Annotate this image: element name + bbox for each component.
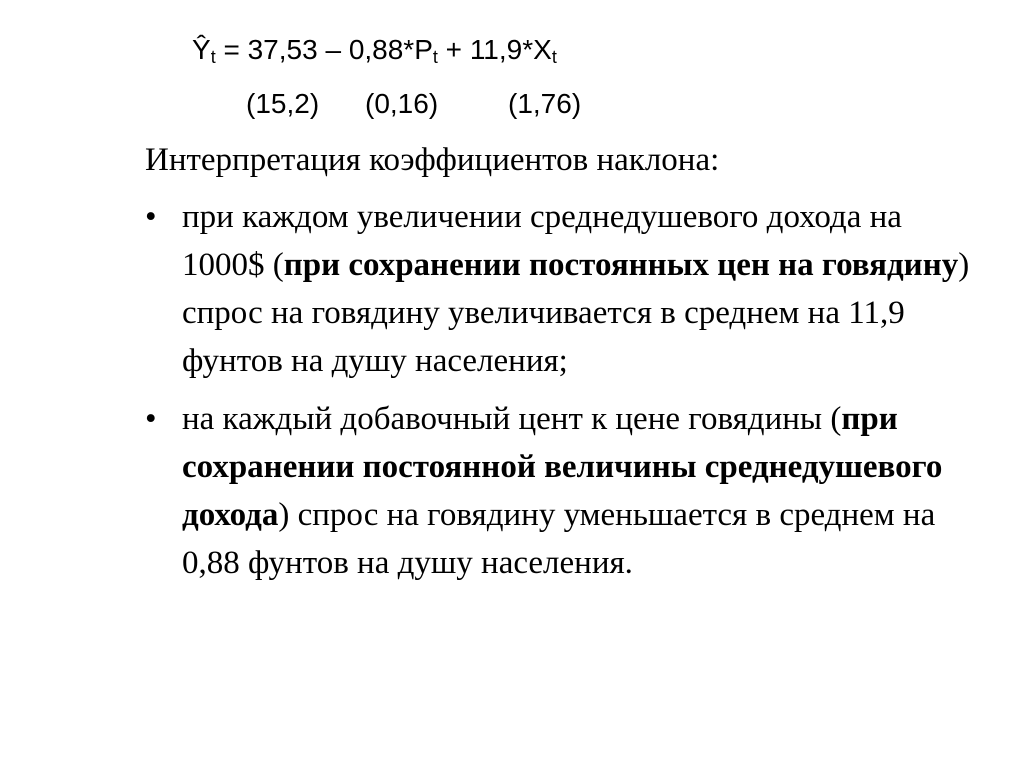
equation-lhs-subscript: t: [210, 47, 216, 67]
equation-lhs: Ŷ: [192, 34, 211, 65]
standard-error-price: (0,16): [365, 88, 439, 119]
equation-income-subscript: t: [551, 47, 557, 67]
bullet-text-end: ) спрос на говядину уменьшается в среднем на 0,88 фунтов на душу населения.: [182, 497, 936, 581]
slide-heading: Интерпретация коэффициентов наклона:: [145, 142, 720, 178]
bullet-text: [182, 395, 975, 587]
equation-price-subscript: t: [432, 47, 438, 67]
bullet-icon: •: [145, 199, 157, 235]
bullet-text-end: ) спрос на говядину увеличивается в среднем на 11,9 фунтов на душу населения;: [182, 247, 970, 379]
bullet-text-start: при каждом увеличении среднедушевого дохода на 1000$ (: [182, 199, 902, 283]
bullet-text-emphasis: при сохранении постоянных цен на говядину: [283, 247, 959, 283]
bullet-text: [182, 193, 975, 385]
bullet-text-emphasis: при сохранении постоянной величины среднедушевого дохода: [182, 401, 943, 533]
bullet-list: [145, 193, 975, 587]
standard-error-intercept: (15,2): [246, 88, 320, 119]
equation-price-term: = 37,53 – 0,88*P: [215, 34, 433, 65]
bullet-item-price: [145, 395, 975, 587]
regression-equation: [192, 30, 557, 70]
bullet-item-income: [145, 193, 975, 385]
bullet-icon: •: [145, 401, 157, 437]
bullet-text-start: на каждый добавочный цент к цене говядины (: [182, 401, 842, 437]
standard-error-income: (1,76): [508, 88, 582, 119]
equation-income-term: + 11,9*X: [437, 34, 552, 65]
